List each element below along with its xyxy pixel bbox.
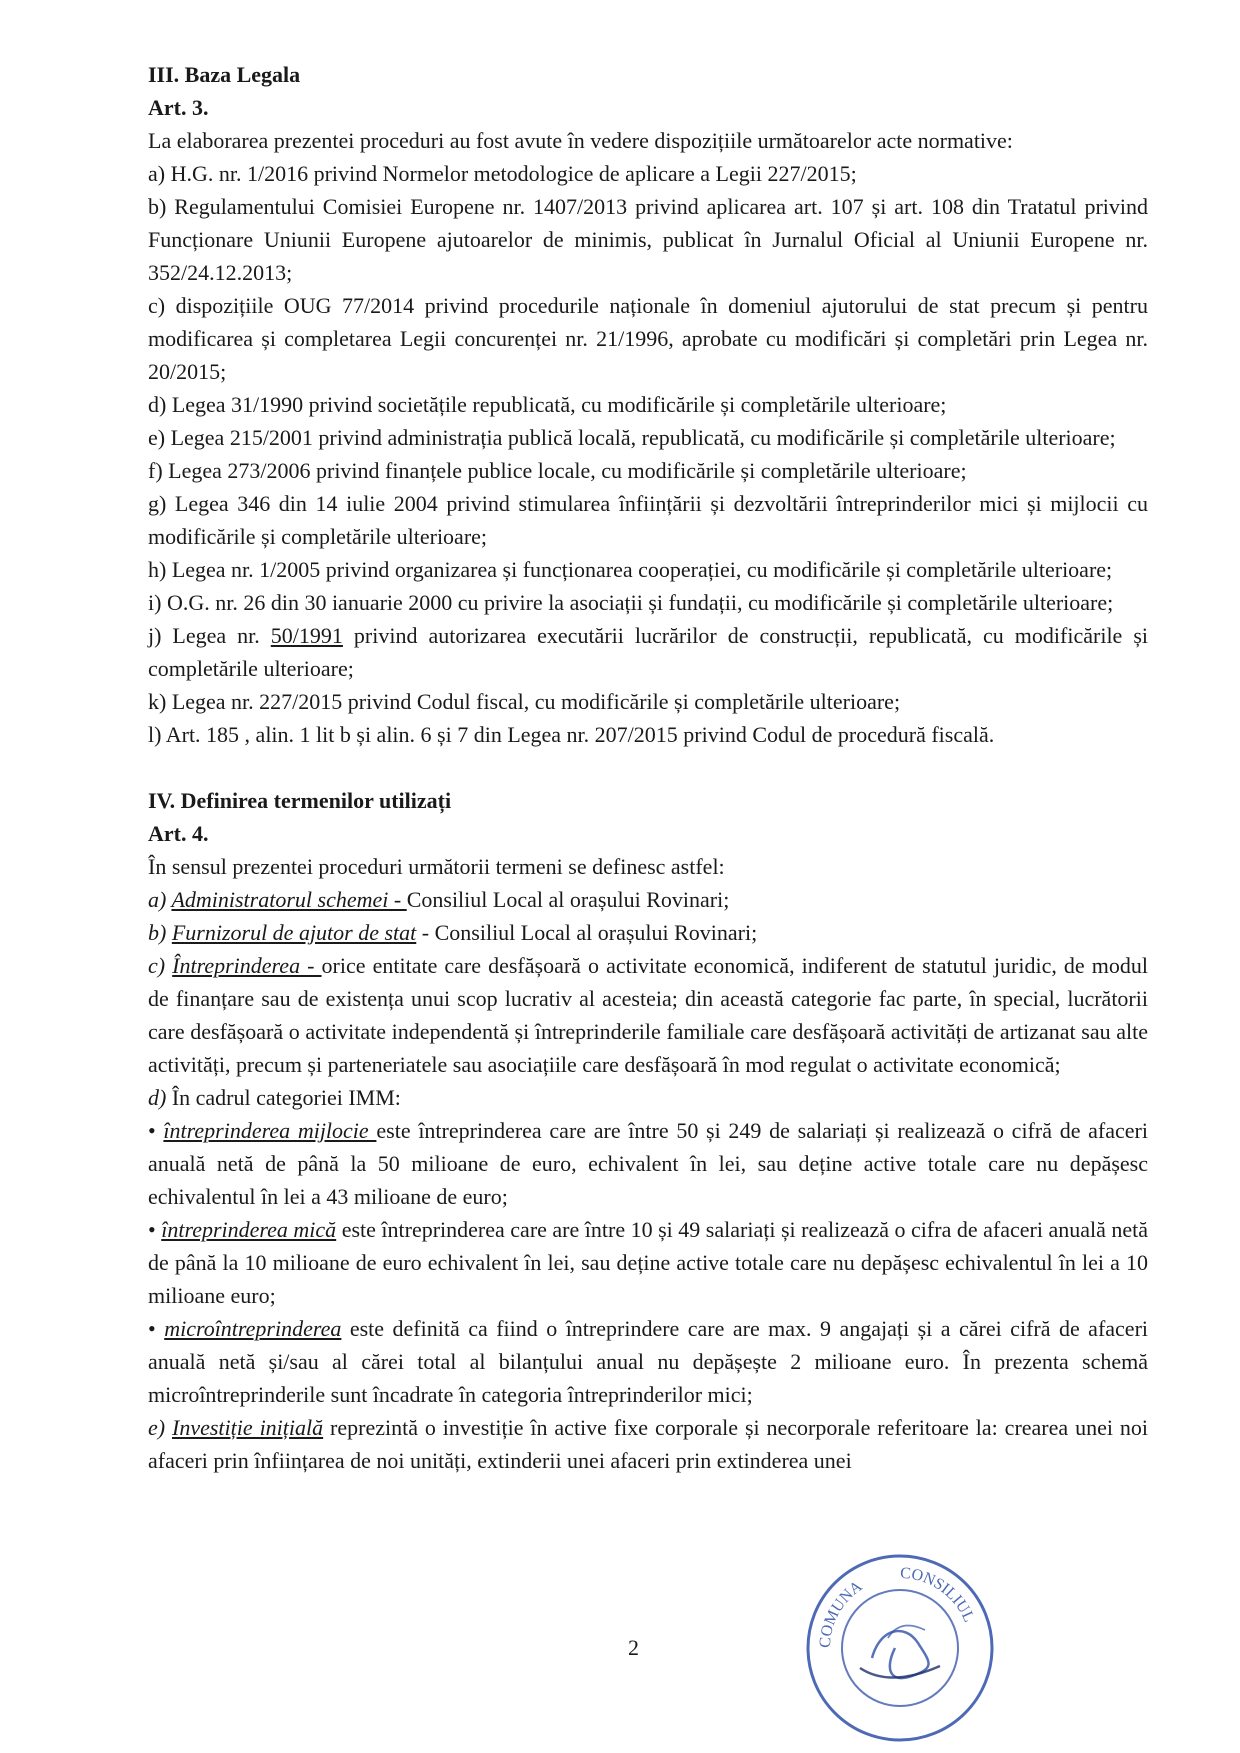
bullet-small-text: este întreprinderea care are între 10 și 49 salariați și realizează o cifra de afaceri anuală netă de până la 10 milioane de euro echivalent în lei, sau deține active totale care nu depășesc echivalentul în lei a 10 milioane euro; bbox=[148, 1217, 1149, 1308]
definition-d-letter: d) bbox=[148, 1085, 172, 1110]
stamp-text-top: COMUNA bbox=[816, 1577, 866, 1649]
legal-item-d: d) Legea 31/1990 privind societățile republicată, cu modificările și completările ulterioare; bbox=[148, 392, 947, 417]
bullet-icon: • bbox=[148, 1217, 156, 1242]
bullet-micro-term: microîntreprinderea bbox=[164, 1316, 342, 1341]
definition-b bbox=[148, 916, 1148, 949]
legal-item-f: f) Legea 273/2006 privind finanțele publice locale, cu modificările și completările ulterioare; bbox=[148, 458, 967, 483]
document-page bbox=[148, 58, 1148, 1477]
definition-e bbox=[148, 1411, 1148, 1477]
law-link-50-1991[interactable]: 50/1991 bbox=[270, 623, 343, 648]
legal-item-l: l) Art. 185 , alin. 1 lit b și alin. 6 și 7 din Legea nr. 207/2015 privind Codul de procedură fiscală. bbox=[148, 722, 995, 747]
bullet-small-enterprise bbox=[148, 1213, 1148, 1312]
legal-item-j bbox=[148, 619, 1148, 685]
definition-e-text: reprezintă o investiție în active fixe corporale și necorporale referitoare la: crearea unei noi afaceri prin înființarea de noi unități, extinderii unei afaceri prin extinderea unei bbox=[148, 1415, 1148, 1473]
section-4-title: IV. Definirea termenilor utilizați bbox=[148, 788, 452, 813]
legal-item-c: c) dispozițiile OUG 77/2014 privind procedurile naționale în domeniul ajutorului de stat precum și pentru modificarea și completarea Legii concurenței nr. 21/1996, aprobate cu modificări și completări prin Legea nr. 20/2015; bbox=[148, 293, 1148, 384]
legal-item-a: a) H.G. nr. 1/2016 privind Normelor metodologice de aplicare a Legii 227/2015; bbox=[148, 161, 857, 186]
definition-c-term: Întreprinderea - bbox=[172, 953, 322, 978]
definition-c bbox=[148, 949, 1148, 1081]
bullet-micro-enterprise bbox=[148, 1312, 1148, 1411]
bullet-medium-enterprise bbox=[148, 1114, 1148, 1213]
section-3-intro: La elaborarea prezentei proceduri au fost avute în vedere dispozițiile următoarelor acte normative: bbox=[148, 128, 1013, 153]
svg-text:CONSILIUL bbox=[900, 1565, 978, 1625]
official-stamp-icon bbox=[800, 1548, 1000, 1748]
svg-text:COMUNA bbox=[817, 1577, 866, 1648]
legal-item-b: b) Regulamentului Comisiei Europene nr. 1407/2013 privind aplicarea art. 107 și art. 108 din Tratatul privind Funcționare Uniunii Europene ajutoarelor de minimis, publicat în Jurnalul Oficial al Uniunii Europene nr. 352/24.12.2013; bbox=[148, 194, 1148, 285]
article-4-label: Art. 4. bbox=[148, 821, 209, 846]
bullet-small-term: întreprinderea mică bbox=[161, 1217, 337, 1242]
definition-a-letter: a) bbox=[148, 887, 172, 912]
definition-b-text: - Consiliul Local al orașului Rovinari; bbox=[416, 920, 758, 945]
bullet-medium-term: întreprinderea mijlocie bbox=[163, 1118, 377, 1143]
definition-d bbox=[148, 1081, 1148, 1114]
legal-item-i: i) O.G. nr. 26 din 30 ianuarie 2000 cu privire la asociații și fundații, cu modificările și completările ulterioare; bbox=[148, 590, 1114, 615]
section-spacer bbox=[148, 751, 1148, 784]
legal-item-e: e) Legea 215/2001 privind administrația publică locală, republicată, cu modificările și completările ulterioare; bbox=[148, 425, 1116, 450]
legal-item-h: h) Legea nr. 1/2005 privind organizarea și funcționarea cooperației, cu modificările și completările ulterioare; bbox=[148, 557, 1113, 582]
bullet-icon: • bbox=[148, 1316, 156, 1341]
definition-a-text: Consiliul Local al orașului Rovinari; bbox=[406, 887, 730, 912]
article-3-label: Art. 3. bbox=[148, 95, 209, 120]
legal-item-k: k) Legea nr. 227/2015 privind Codul fiscal, cu modificările și completările ulterioare; bbox=[148, 689, 901, 714]
legal-item-j-prefix: j) Legea nr. bbox=[148, 623, 271, 648]
definition-c-text: orice entitate care desfășoară o activitate economică, indiferent de statutul juridic, de modul de finanțare sau de existența unui scop lucrativ al acesteia; din această categorie fac parte, în special, lucrătorii care desfășoară o activitate independentă și întreprinderile familiale care desfășoară activități de artizanat sau alte activități, precum și parteneriatele sau asociațiile care desfășoară în mod regulat o activitate economică; bbox=[148, 953, 1148, 1077]
definition-a-term: Administratorul schemei - bbox=[171, 887, 407, 912]
definition-b-letter: b) bbox=[148, 920, 172, 945]
definition-d-text: În cadrul categoriei IMM: bbox=[171, 1085, 401, 1110]
bullet-micro-text: este definită ca fiind o întreprindere care are max. 9 angajați și a cărei cifră de afaceri anuală netă și/sau al cărei total al bilanțului anual nu depășește 2 milioane euro. În prezenta schemă microîntreprinderile sunt încadrate în categoria întreprinderilor mici; bbox=[148, 1316, 1149, 1407]
legal-item-g: g) Legea 346 din 14 iulie 2004 privind stimularea înființării și dezvoltării întreprinderilor mici și mijlocii cu modificările și completările ulterioare; bbox=[148, 491, 1148, 549]
definition-b-term: Furnizorul de ajutor de stat bbox=[171, 920, 417, 945]
bullet-icon: • bbox=[148, 1118, 156, 1143]
page-number: 2 bbox=[628, 1635, 639, 1660]
definition-a bbox=[148, 883, 1148, 916]
section-3-title: III. Baza Legala bbox=[148, 62, 301, 87]
definition-e-term: Investiție inițială bbox=[172, 1415, 324, 1440]
stamp-text-side: CONSILIUL bbox=[899, 1564, 978, 1625]
bullet-medium-text: este întreprinderea care are între 50 și 249 de salariați și realizează o cifră de afaceri anuală netă de până la 50 milioane de euro, echivalent în lei, sau deține active totale care nu depășesc echivalentul în lei a 43 milioane de euro; bbox=[148, 1118, 1148, 1209]
section-4-intro: În sensul prezentei proceduri următorii termeni se definesc astfel: bbox=[148, 854, 725, 879]
definition-c-letter: c) bbox=[148, 953, 173, 978]
legal-item-j-suffix: privind autorizarea executării lucrărilor de construcții, republicată, cu modificările și completările ulterioare; bbox=[148, 623, 1148, 681]
definition-e-letter: e) bbox=[148, 1415, 173, 1440]
